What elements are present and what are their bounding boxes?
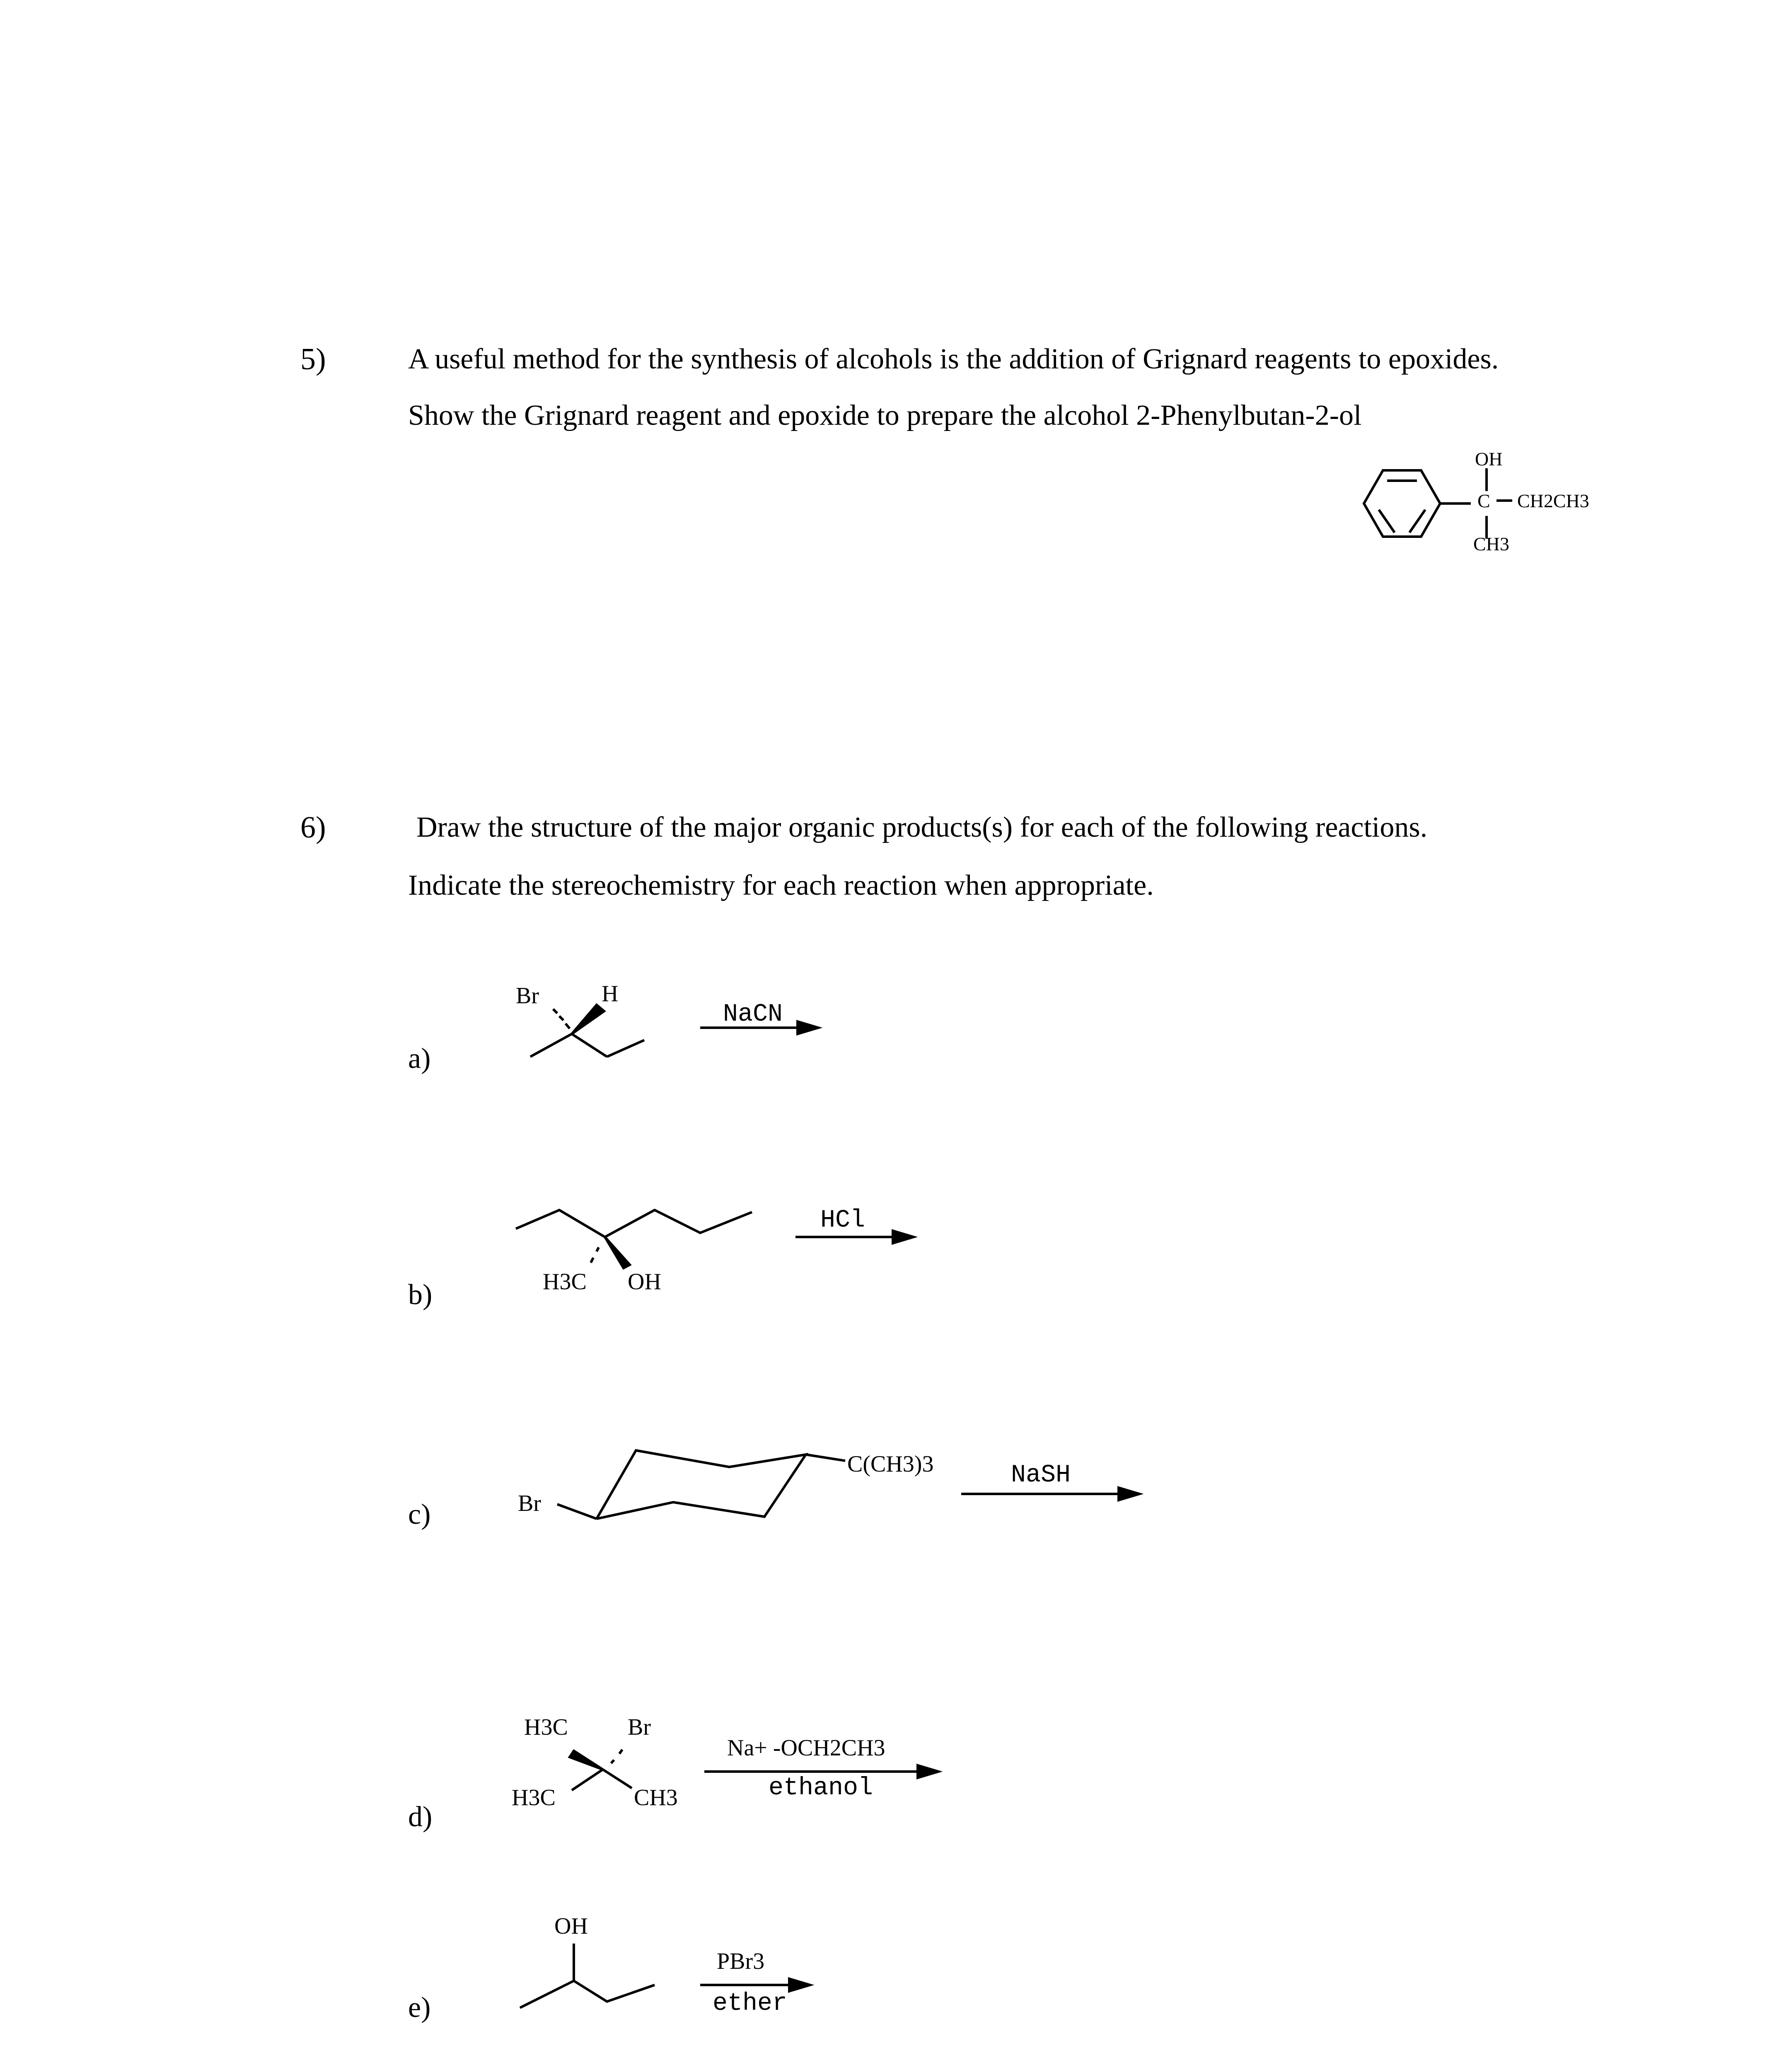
part-c-reagent: NaSH [1011, 1461, 1071, 1489]
part-d-atom-ch3: CH3 [634, 1785, 678, 1811]
part-a-atom-br: Br [516, 983, 539, 1009]
question-6-number: 6) [300, 811, 326, 845]
part-d-atom-h3c-bottom: H3C [512, 1785, 556, 1811]
part-e-reagent: PBr3 [717, 1949, 765, 1974]
part-d-atom-br: Br [628, 1714, 651, 1740]
part-c-atom-tbu: C(CH3)3 [847, 1451, 934, 1477]
part-d-solvent: ethanol [769, 1774, 873, 1802]
part-b-reagent: HCl [820, 1206, 865, 1234]
part-a-atom-h: H [602, 981, 619, 1007]
part-b-label: b) [408, 1279, 433, 1311]
part-c-label: c) [408, 1498, 431, 1530]
structure-ethyl-label: CH2CH3 [1517, 490, 1589, 511]
structure-methyl-label: CH3 [1473, 533, 1509, 554]
question-5-line-2: Show the Grignard reagent and epoxide to prepare the alcohol 2-Phenylbutan-2-ol [408, 399, 1362, 431]
question-6-line-1: Draw the structure of the major organic products(s) for each of the following reactions. [416, 811, 1428, 843]
part-d-reagent: Na+ -OCH2CH3 [727, 1735, 885, 1761]
part-e-label: e) [408, 1992, 431, 2024]
question-5-line-1: A useful method for the synthesis of alcohols is the addition of Grignard reagents to epoxides. [408, 343, 1499, 375]
part-e-solvent: ether [713, 1990, 788, 2018]
part-d-atom-h3c-top: H3C [524, 1714, 568, 1740]
part-e-atom-oh: OH [554, 1913, 588, 1939]
part-a-label: a) [408, 1043, 431, 1075]
part-a-reagent: NaCN [723, 1000, 783, 1029]
question-5-number: 5) [300, 342, 326, 376]
part-b-atom-h3c: H3C [543, 1269, 587, 1295]
part-b-atom-oh: OH [628, 1269, 661, 1295]
part-c-atom-br: Br [518, 1491, 541, 1516]
question-6-line-2: Indicate the stereochemistry for each reaction when appropriate. [408, 869, 1154, 901]
structure-oh-label: OH [1475, 448, 1503, 470]
structure-carbon-label: C [1477, 490, 1490, 511]
part-d-label: d) [408, 1801, 433, 1833]
